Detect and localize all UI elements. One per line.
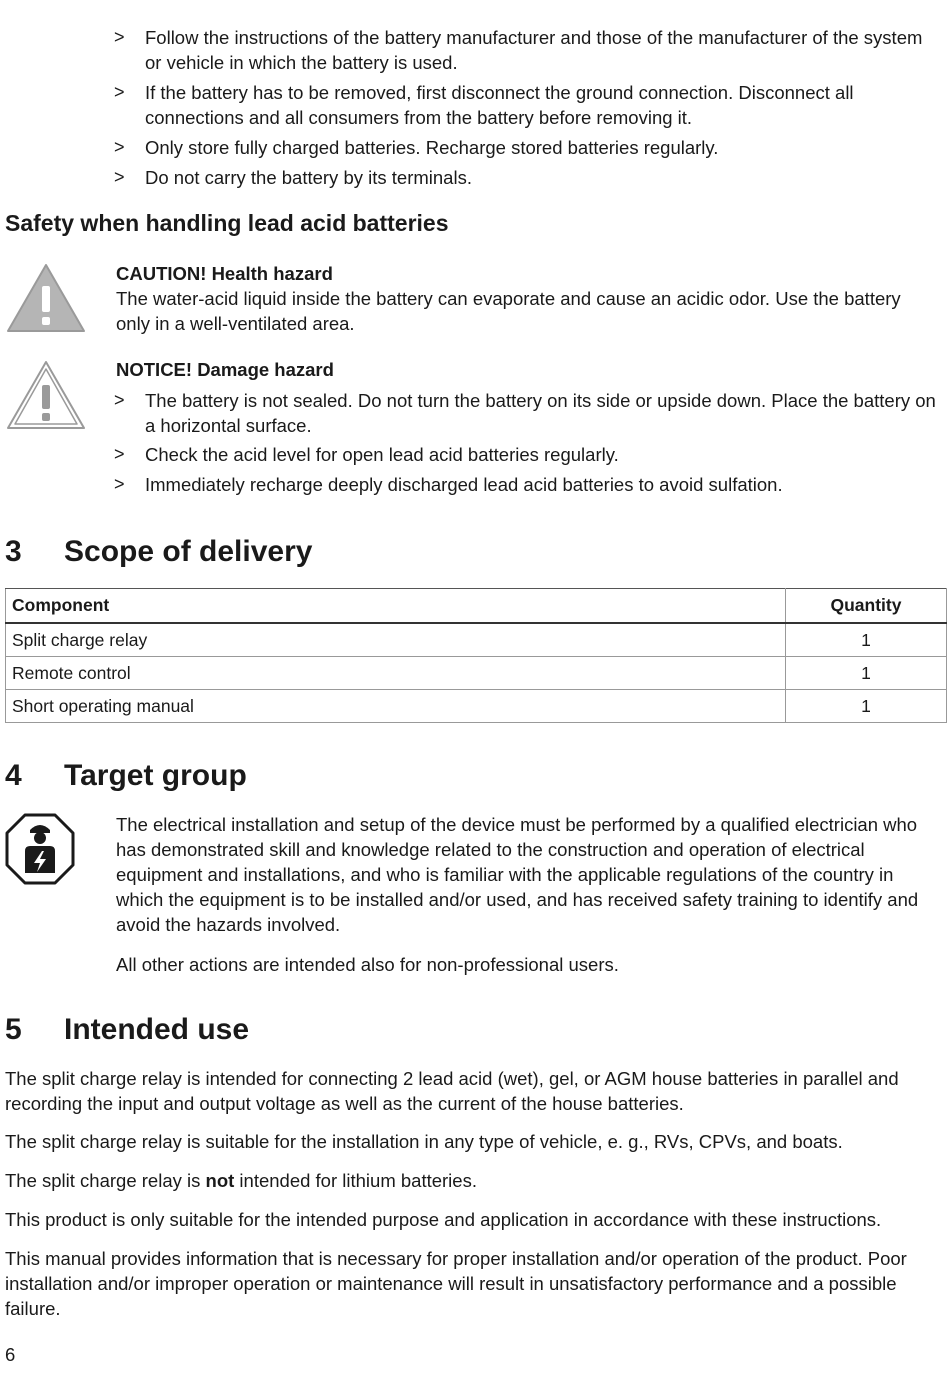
list-item: [114, 25, 936, 75]
text-run: intended for lithium batteries.: [234, 1170, 477, 1191]
section-number: 5: [5, 1013, 22, 1046]
list-item-text: Do not carry the battery by its terminals.: [145, 167, 472, 188]
intended-use-paragraph: This manual provides information that is necessary for proper installation and/or operation of the product. Poor installation and/or improper operation or maintenance will result in unsatisfactory performance and a possible failure.: [5, 1248, 907, 1319]
qualified-electrician-icon: [5, 813, 75, 885]
intended-use-paragraph: The split charge relay is suitable for the installation in any type of vehicle, e. g., RVs, CPVs, and boats.: [5, 1131, 843, 1152]
bullet-marker: >: [114, 390, 125, 410]
table-row: [6, 657, 947, 690]
list-item-text: Immediately recharge deeply discharged lead acid batteries to avoid sulfation.: [145, 474, 783, 495]
lead-acid-heading: Safety when handling lead acid batteries: [5, 210, 449, 236]
intended-use-paragraph: The split charge relay is intended for connecting 2 lead acid (wet), gel, or AGM house batteries in parallel and recording the input and output voltage as well as the current of the house batteries.: [5, 1068, 899, 1114]
bullet-marker: >: [114, 474, 125, 494]
bullet-marker: >: [114, 444, 125, 464]
scope-of-delivery-table: [5, 588, 947, 723]
list-item-text: Check the acid level for open lead acid batteries regularly.: [145, 444, 619, 465]
target-group-paragraph: The electrical installation and setup of the device must be performed by a qualified electrician who has demonstrated skill and knowledge related to the construction and operation of electrical equipment and installations, and who is familiar with the applicable regulations of the country in which the equipment is to be installed and/or used, and has received safety training to identify and avoid the hazards involved.: [116, 814, 919, 935]
list-item-text: Follow the instructions of the battery manufacturer and those of the manufacturer of the system or vehicle in which the battery is used.: [145, 27, 923, 73]
notice-title: NOTICE! Damage hazard: [116, 359, 334, 380]
intended-use-paragraph: [5, 1168, 936, 1193]
list-item: [114, 388, 936, 438]
list-item-text: Only store fully charged batteries. Recharge stored batteries regularly.: [145, 137, 719, 158]
caution-title: CAUTION! Health hazard: [116, 263, 333, 284]
bullet-marker: >: [114, 27, 125, 47]
table-row: [6, 690, 947, 723]
table-cell: Short operating manual: [6, 690, 786, 723]
caution-text: The water-acid liquid inside the battery can evaporate and cause an acidic odor. Use the battery only in a well-ventilated area.: [116, 288, 901, 334]
list-item: [114, 472, 936, 497]
column-header-component: Component: [6, 589, 786, 624]
table-cell: Remote control: [6, 657, 786, 690]
section-heading: [5, 535, 605, 569]
emphasis-text: not: [205, 1170, 235, 1191]
page-number: 6: [5, 1344, 16, 1365]
section-title: Scope of delivery: [64, 535, 313, 568]
section-title: Target group: [64, 759, 247, 792]
section-title: Intended use: [64, 1013, 250, 1046]
target-group-paragraph: All other actions are intended also for non-professional users.: [116, 954, 619, 975]
intended-use-paragraph: This product is only suitable for the intended purpose and application in accordance with these instructions.: [5, 1209, 882, 1230]
warning-triangle-outline-icon: [5, 359, 87, 431]
warning-triangle-filled-icon: [5, 262, 87, 334]
table-header-row: [6, 589, 947, 624]
section-number: 4: [5, 759, 22, 792]
section-heading: [5, 1013, 605, 1047]
bullet-marker: >: [114, 82, 125, 102]
list-item: [114, 80, 936, 130]
bullet-marker: >: [114, 137, 125, 157]
column-header-quantity: Quantity: [786, 589, 947, 624]
table-cell: 1: [786, 623, 947, 657]
table-cell: 1: [786, 690, 947, 723]
bullet-marker: >: [114, 167, 125, 187]
list-item-text: The battery is not sealed. Do not turn the battery on its side or upside down. Place the battery on a horizontal surface.: [145, 390, 936, 436]
list-item: [114, 442, 936, 467]
section-number: 3: [5, 535, 22, 568]
text-run: The split charge relay is: [5, 1170, 206, 1191]
section-heading: [5, 759, 605, 793]
table-cell: Split charge relay: [6, 623, 786, 657]
list-item: [114, 165, 936, 190]
list-item-text: If the battery has to be removed, first disconnect the ground connection. Disconnect all connections and all consumers from the battery before removing it.: [145, 82, 854, 128]
list-item: [114, 135, 936, 160]
table-cell: 1: [786, 657, 947, 690]
table-row: [6, 623, 947, 657]
